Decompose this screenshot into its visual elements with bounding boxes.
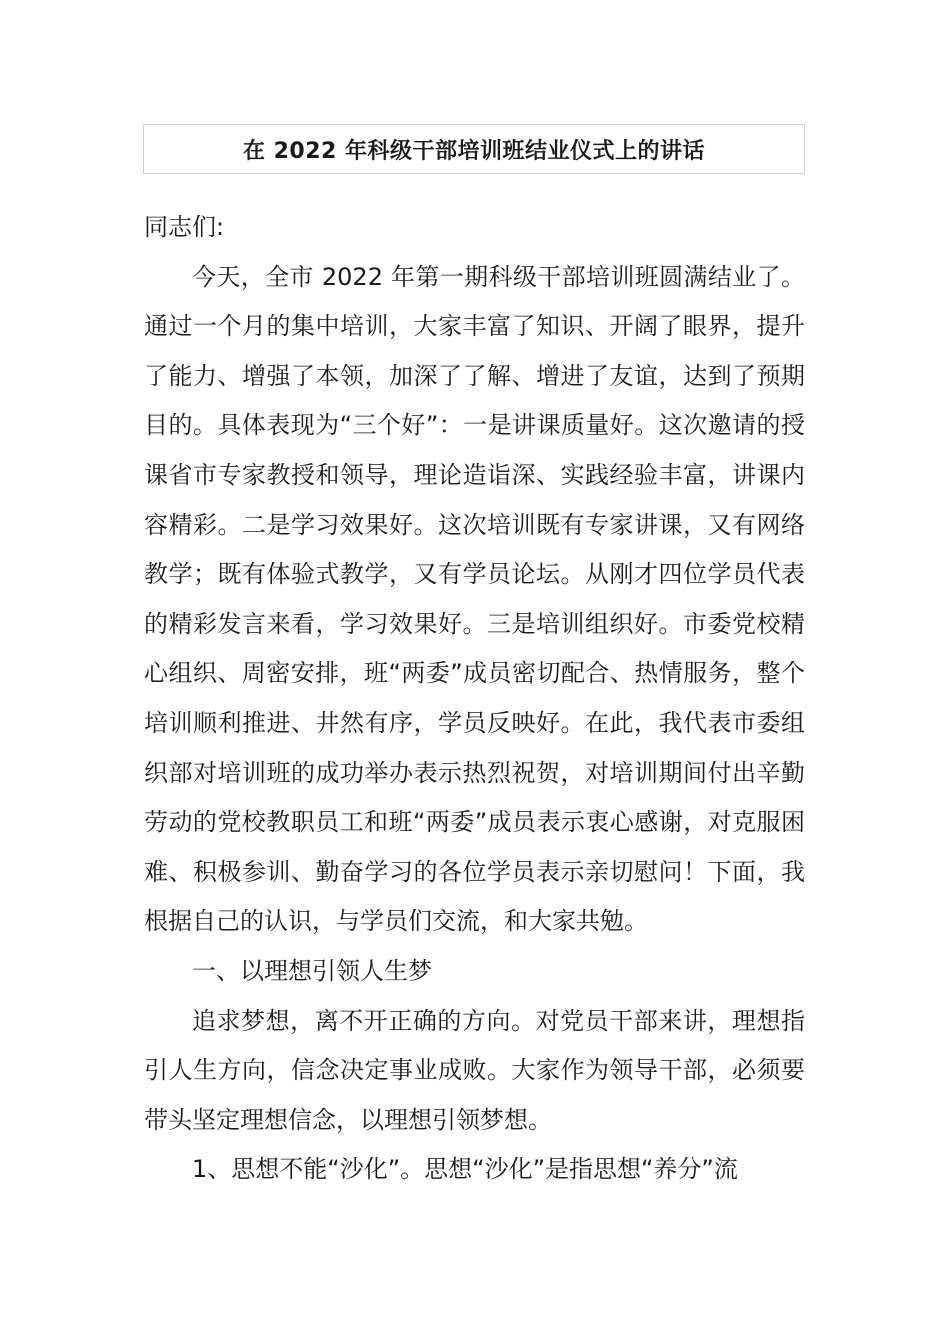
salutation: 同志们: xyxy=(144,213,225,241)
paragraph-intro: 今天，全市 2022 年第一期科级干部培训班圆满结业了。通过一个月的集中培训，大家丰富了知识、开阔了眼界，提升了能力、增强了本领，加深了了解、增进了友谊，达到了预期目的。具体表现为“三个好”：一是讲课质量好。这次邀请的授课省市专家教授和领导，理论造诣深、实践经验丰富，讲课内容精彩。二是学习效果好。这次培训既有专家讲课，又有网络教学；既有体验式教学，又有学员论坛。从刚才四位学员代表的精彩发言来看，学习效果好。三是培训组织好。市委党校精心组织、周密安排，班“两委”成员密切配合、热情服务，整个培训顺利推进、井然有序，学员反映好。在此，我代表市委组织部对培训班的成功举办表示热烈祝贺，对培训期间付出辛勤劳动的党校教职员工和班“两委”成员表示衷心感谢，对克服困难、积极参训、勤奋学习的各位学员表示亲切慰问！下面，我根据自己的认识，与学员们交流，和大家共勉。 xyxy=(144,262,805,936)
document-body xyxy=(144,203,805,1195)
title-box xyxy=(143,124,805,174)
document-title: 在 2022 年科级干部培训班结业仪式上的讲话 xyxy=(242,138,706,164)
paragraph-section-1: 追求梦想，离不开正确的方向。对党员干部来讲，理想指引人生方向，信念决定事业成败。大家作为领导干部，必须要带头坚定理想信念，以理想引领梦想。 xyxy=(144,1006,805,1134)
section-heading-1: 一、以理想引领人生梦 xyxy=(192,956,432,985)
paragraph-point-1: 1、思想不能“沙化”。思想“沙化”是指思想“养分”流 xyxy=(192,1155,738,1184)
